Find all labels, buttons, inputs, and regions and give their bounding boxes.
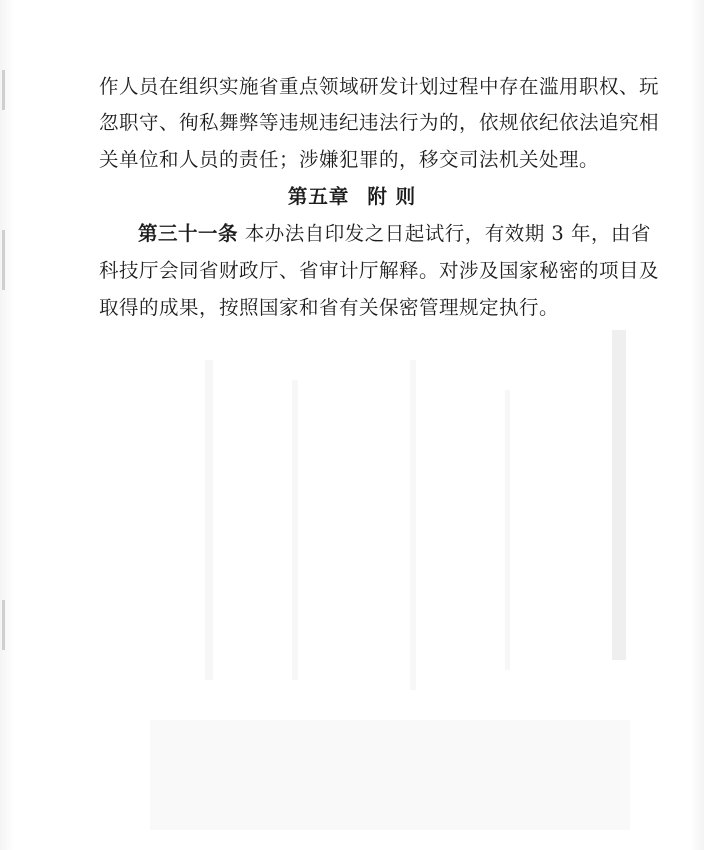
- scan-edge-mark: [2, 600, 5, 650]
- scan-edge-mark: [2, 230, 5, 290]
- bleed-through-mark: [205, 360, 213, 680]
- paragraph-line: 取得的成果，按照国家和省有关保密管理规定执行。: [99, 296, 560, 319]
- bleed-through-mark: [150, 720, 630, 830]
- paragraph-line: 关单位和人员的责任；涉嫌犯罪的，移交司法机关处理。: [99, 148, 600, 171]
- article-label: 第三十一条: [138, 222, 239, 245]
- bleed-through-mark: [505, 390, 510, 670]
- bleed-through-mark: [292, 380, 298, 680]
- paragraph-line: 忽职守、徇私舞弊等违规违纪违法行为的，依规依纪依法追究相: [99, 111, 660, 134]
- chapter-heading: [0, 183, 704, 211]
- paragraph-line: 作人员在组织实施省重点领域研发计划过程中存在滥用职权、玩: [99, 75, 660, 98]
- bleed-through-mark: [612, 330, 626, 660]
- bleed-through-mark: [410, 360, 416, 690]
- article-text: 本办法自印发之日起试行，有效期 3 年，由省: [238, 222, 652, 245]
- scan-edge-mark: [2, 70, 5, 110]
- article-31-line: [138, 220, 652, 248]
- chapter-title: 附 则: [367, 185, 417, 208]
- chapter-number: 第五章: [287, 185, 350, 208]
- paragraph-line: 科技厅会同省财政厅、省审计厅解释。对涉及国家秘密的项目及: [99, 259, 660, 282]
